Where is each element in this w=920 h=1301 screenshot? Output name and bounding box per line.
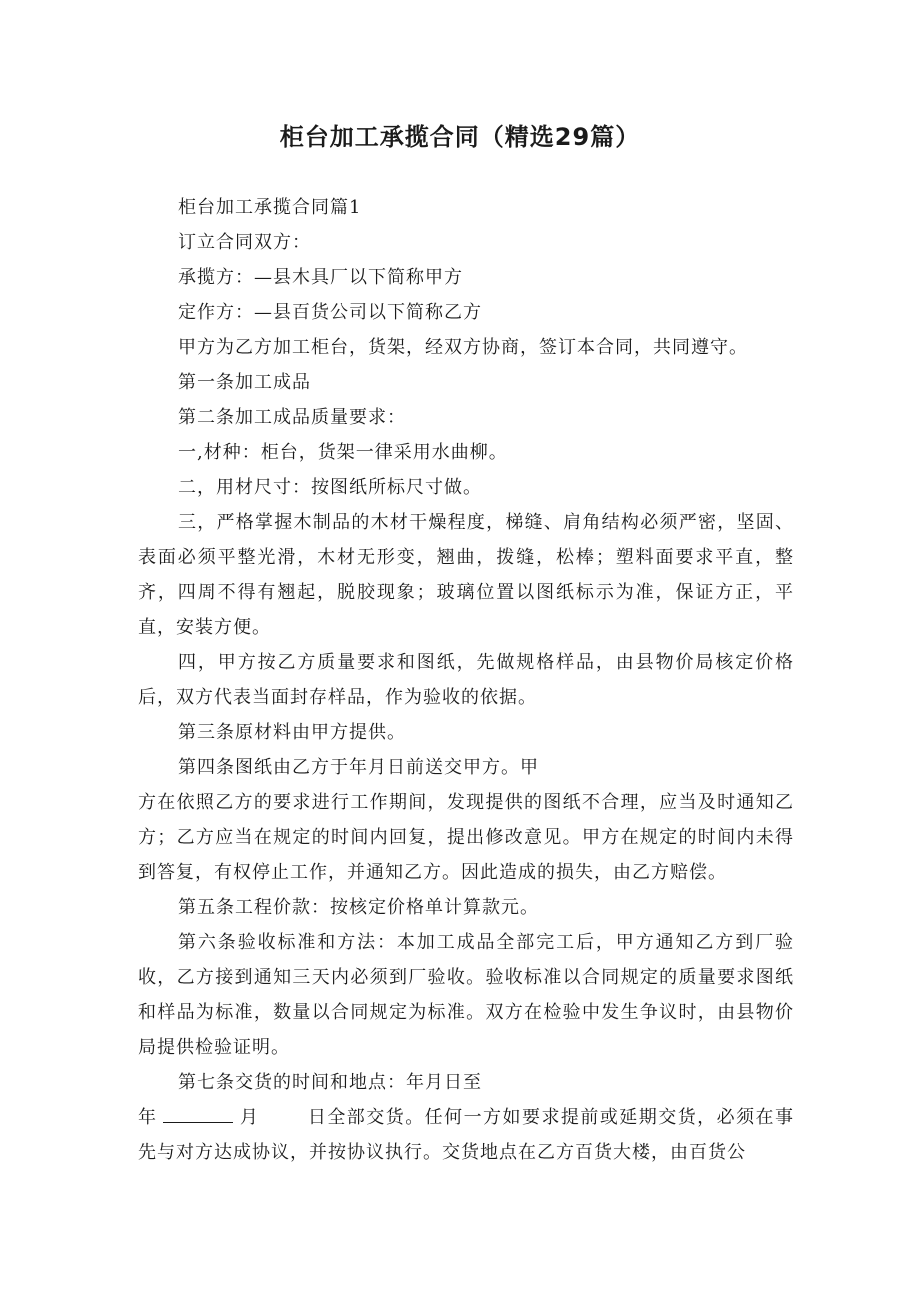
paragraph: 订立合同双方： bbox=[178, 232, 311, 253]
document-body bbox=[138, 190, 794, 1170]
paragraph: 第七条交货的时间和地点：年月日至 bbox=[178, 1072, 482, 1093]
paragraph: 第五条工程价款：按核定价格单计算款元。 bbox=[178, 897, 539, 918]
section-heading: 柜台加工承揽合同篇1 bbox=[178, 197, 362, 218]
delivery-text: 日全部交货。任何一方如要求提前或延期交货，必须在事先与对方达成协议，并按协议执行。交货地点在乙方百货大楼，由百货公 bbox=[138, 1107, 795, 1163]
paragraph-delivery bbox=[138, 1100, 794, 1170]
year-label: 年 bbox=[138, 1107, 158, 1128]
paragraph: 第六条验收标准和方法：本加工成品全部完工后，甲方通知乙方到厂验收，乙方接到通知三天内必须到厂验收。验收标准以合同规定的质量要求图纸和样品为标准，数量以合同规定为标准。双方在检验中发生争议时，由县物价局提供检验证明。 bbox=[138, 932, 794, 1058]
paragraph: 方在依照乙方的要求进行工作期间，发现提供的图纸不合理，应当及时通知乙方；乙方应当在规定的时间内回复，提出修改意见。甲方在规定的时间内未得到答复，有权停止工作，并通知乙方。因此造成的损失，由乙方赔偿。 bbox=[138, 792, 794, 883]
paragraph: 第一条加工成品 bbox=[178, 372, 311, 393]
paragraph: 定作方：—县百货公司以下简称乙方 bbox=[178, 302, 482, 323]
blank-line bbox=[163, 1100, 233, 1123]
document-title: 柜台加工承揽合同（精选29篇） bbox=[279, 123, 641, 151]
paragraph: 三，严格掌握木制品的木材干燥程度，梯缝、肩角结构必须严密，坚固、表面必须平整光滑，木材无形变，翘曲，拨缝，松棒；塑料面要求平直，整齐，四周不得有翘起，脱胶现象；玻璃位置以图纸标示为准，保证方正，平直，安装方便。 bbox=[138, 512, 794, 638]
paragraph: 二，用材尺寸：按图纸所标尺寸做。 bbox=[178, 477, 482, 498]
paragraph: 甲方为乙方加工柜台，货架，经双方协商，签订本合同，共同遵守。 bbox=[178, 337, 748, 358]
paragraph: 四，甲方按乙方质量要求和图纸，先做规格样品，由县物价局核定价格后，双方代表当面封存样品，作为验收的依据。 bbox=[138, 652, 794, 708]
paragraph: 第二条加工成品质量要求： bbox=[178, 407, 406, 428]
paragraph: 承揽方：—县木具厂以下简称甲方 bbox=[178, 267, 463, 288]
month-label: 月 bbox=[239, 1107, 260, 1128]
paragraph: 一,材种：柜台，货架一律采用水曲柳。 bbox=[178, 442, 508, 463]
paragraph: 第四条图纸由乙方于年月日前送交甲方。甲 bbox=[178, 757, 539, 778]
paragraph: 第三条原材料由甲方提供。 bbox=[178, 722, 406, 743]
